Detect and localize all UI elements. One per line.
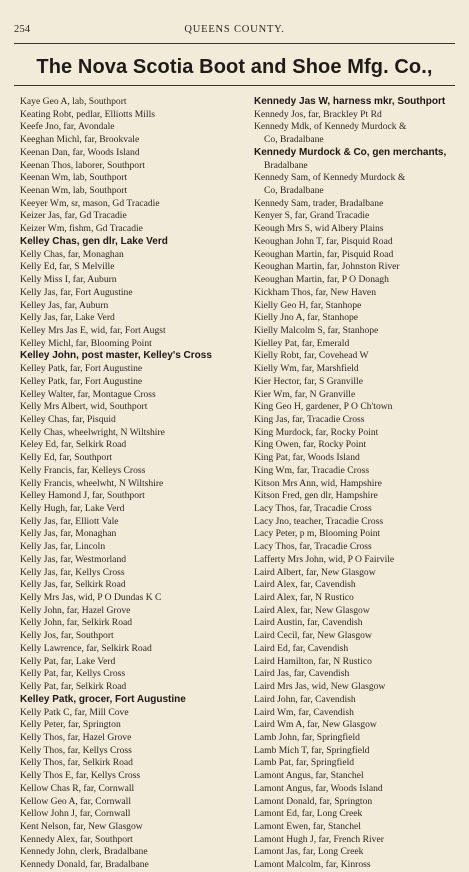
directory-entry: Lamont Angus, far, Woods Island — [254, 782, 383, 794]
directory-entry: Kellow Chas R, far, Cornwall — [20, 782, 135, 794]
directory-entry: Kelly Hugh, far, Lake Verd — [20, 503, 125, 514]
directory-entry: Kelley Mrs Jas E, wid, far, Fort Augst — [20, 324, 166, 336]
directory-entry: Kelly Thos, far, Kellys Cross — [20, 744, 132, 756]
directory-entry: Kelly Jas, far, Monaghan — [20, 528, 117, 540]
directory-entry: Kelly Francis, wheelwht, N Wiltshire — [20, 477, 164, 489]
directory-entry: Lamont Jas, far, Long Creek — [254, 846, 364, 858]
directory-entry: King Pat, far, Woods Island — [254, 452, 360, 464]
directory-entry: Keizer Wm, fishm, Gd Tracadie — [20, 223, 143, 235]
directory-entry: Lamont Hugh J, far, French River — [254, 833, 384, 845]
directory-entry: Kelley Walter, far, Montague Cross — [20, 388, 156, 400]
header-rule — [14, 43, 455, 44]
directory-entry: Laird Jas, far, Cavendish — [254, 668, 350, 680]
directory-entry: Co, Bradalbane — [264, 185, 324, 197]
directory-entry: Kitson Fred, gen dlr, Hampshire — [254, 490, 378, 502]
directory-entry: Kelley Patk, far, Fort Augustine — [20, 363, 143, 375]
directory-entry: Kennedy Jos, far, Brackley Pt Rd — [254, 108, 382, 120]
directory-entry: Kennedy Mdk, of Kennedy Murdock & — [254, 121, 407, 133]
directory-entry: Kelly Francis, far, Kelleys Cross — [20, 464, 146, 476]
directory-entry: Lamont Ewen, far, Stanchel — [254, 820, 361, 832]
directory-entry: Kelly Pat, far, Lake Verd — [20, 655, 116, 667]
directory-entry: Lamont Ed, far, Long Creek — [254, 808, 363, 820]
directory-entry: King Murdock, far, Rocky Point — [254, 426, 379, 438]
directory-entry: Co, Bradalbane — [264, 134, 324, 146]
directory-entry: Kelly Jas, far, Elliott Vale — [20, 515, 119, 527]
directory-entry: Kelly Pat, far, Selkirk Road — [20, 681, 127, 693]
directory-entry: Kelly Mrs Albert, wid, Southport — [20, 401, 148, 413]
directory-entry: Kelly Patk C, far, Mill Cove — [20, 706, 129, 718]
directory-entry: Lacy Jno, teacher, Tracadie Cross — [254, 515, 384, 527]
directory-entry: Lamont Malcolm, far, Kinross — [254, 859, 371, 871]
directory-entry: Kelly Thos, far, Hazel Grove — [20, 731, 132, 743]
directory-entry: Laird Alex, far, Cavendish — [254, 579, 356, 591]
directory-entry: Kaye Geo A, lab, Southport — [20, 96, 127, 107]
directory-entry: Kelly Jas, far, Westmorland — [20, 553, 127, 565]
directory-entry: Keating Robt, pedlar, Elliotts Mills — [20, 108, 155, 120]
running-title: QUEENS COUNTY. — [184, 24, 285, 35]
directory-entry: Kelly Lawrence, far, Selkirk Road — [20, 642, 152, 654]
directory-entry: Keefe Jno, far, Avondale — [20, 121, 115, 133]
directory-entry: Kelley Hamond J, far, Southport — [20, 490, 145, 502]
directory-column-right — [254, 96, 462, 872]
advertisement-banner: The Nova Scotia Boot and Shoe Mfg. Co., — [36, 56, 433, 78]
directory-entry: Laird Ed, far, Cavendish — [254, 642, 349, 654]
directory-entry: Keough Mrs S, wid Albery Plains — [254, 223, 384, 235]
directory-entry: Kennedy Sam, of Kennedy Murdock & — [254, 172, 406, 184]
directory-entry: King Owen, far, Rocky Point — [254, 439, 367, 451]
directory-entry: Kenyer S, far, Grand Tracadie — [254, 210, 370, 222]
directory-entry: King Wm, far, Tracadie Cross — [254, 464, 370, 476]
directory-entry: Kelly Jas, far, Selkirk Road — [20, 579, 126, 591]
directory-entry: Kennedy Murdock & Co, gen merchants, — [254, 146, 447, 158]
directory-entry: Kelly Thos, far, Selkirk Road — [20, 757, 133, 769]
banner-rule — [14, 85, 455, 86]
directory-entry: Laird Mrs Jas, wid, New Glasgow — [254, 681, 386, 693]
directory-entry: Keenan Thos, laborer, Southport — [20, 159, 145, 171]
directory-column-left — [20, 96, 228, 872]
directory-entry: Kier Wm, far, N Granville — [254, 388, 356, 400]
directory-entry: Keenan Dan, far, Woods Island — [20, 146, 140, 158]
directory-entry: Kelly John, far, Selkirk Road — [20, 617, 133, 629]
directory-entry: Kelly Jas, far, Lincoln — [20, 541, 106, 553]
directory-entry: Lamont Angus, far, Stanchel — [254, 770, 364, 782]
directory-entry: Kelley Michl, far, Blooming Point — [20, 337, 152, 349]
directory-entry: Kelly John, far, Hazel Grove — [20, 604, 131, 616]
directory-entry: Kielly Wm, far, Marshfield — [254, 363, 359, 375]
directory-entry: Laird Alex, far, N Rustico — [254, 592, 354, 604]
directory-entry: Keenan Wm, lab, Southport — [20, 185, 128, 197]
directory-entry: Lamb Pat, far, Springfield — [254, 757, 355, 769]
directory-entry: Kelly Ed, far, S Melville — [20, 261, 115, 273]
directory-entry: Kelly Jos, far, Southport — [20, 630, 114, 642]
directory-entry: Kickham Thos, far, New Haven — [254, 286, 376, 298]
directory-entry: Kelly Jas, far, Fort Augustine — [20, 286, 133, 298]
directory-entry: Kennedy Donald, far, Bradalbane — [20, 859, 149, 871]
directory-entry: Kelly Chas, wheelwright, N Wiltshire — [20, 426, 165, 438]
directory-entry: Laird Cecil, far, New Glasgow — [254, 630, 372, 642]
directory-entry: Lacy Thos, far, Tracadie Cross — [254, 503, 372, 514]
directory-entry: Keenan Wm, lab, Southport — [20, 172, 128, 184]
directory-entry: Laird Wm, far, Cavendish — [254, 706, 354, 718]
directory-entry: Lamb Mich T, far, Springfield — [254, 744, 370, 756]
directory-entry: Kelly Mrs Jas, wid, P O Dundas K C — [20, 592, 162, 604]
directory-entry: Kennedy Alex, far, Southport — [20, 833, 133, 845]
directory-entry: Kielly Geo H, far, Stanhope — [254, 299, 362, 311]
directory-entry: Keoughan Martin, far, P O Donagh — [254, 274, 389, 286]
directory-entry: Lacy Peter, p m, Blooming Point — [254, 528, 381, 540]
directory-entry: Kelly Thos E, far, Kellys Cross — [20, 770, 141, 782]
directory-entry: Kent Nelson, far, New Glasgow — [20, 820, 143, 832]
directory-entry: Laird Albert, far, New Glasgow — [254, 566, 376, 578]
directory-entry: Laird Hamilton, far, N Rustico — [254, 655, 372, 667]
directory-entry: Bradalbane — [264, 159, 308, 171]
directory-entry: Kelly Jas, far, Lake Verd — [20, 312, 115, 324]
running-header — [14, 24, 455, 38]
directory-entry: Keoughan Martin, far, Johnston River — [254, 261, 400, 273]
directory-entry: Laird Wm A, far, New Glasgow — [254, 719, 377, 731]
directory-entry: Kelly Peter, far, Springton — [20, 719, 121, 731]
directory-entry: Kielly Malcolm S, far, Stanhope — [254, 324, 379, 336]
directory-entry: Kelly Ed, far, Southport — [20, 452, 113, 464]
directory-entry: Lafferty Mrs John, wid, P O Fairvile — [254, 553, 395, 565]
directory-entry: Kennedy John, clerk, Bradalbane — [20, 846, 148, 858]
directory-entry: Keoughan John T, far, Pisquid Road — [254, 235, 393, 247]
directory-entry: Keeghan Michl, far, Brookvale — [20, 134, 140, 146]
directory-entry: Keizer Jas, far, Gd Tracadie — [20, 210, 127, 222]
directory-entry: Kellow Geo A, far, Cornwall — [20, 795, 131, 807]
directory-entry: Kennedy Jas W, harness mkr, Southport — [254, 96, 446, 107]
directory-entry: Kelley Chas, gen dlr, Lake Verd — [20, 235, 168, 247]
directory-entry: Kelley Jas, far, Auburn — [20, 299, 109, 311]
page-number: 254 — [14, 24, 31, 35]
directory-entry: Kielley Pat, far, Emerald — [254, 337, 350, 349]
directory-entry: Kielly Jno A, far, Stanhope — [254, 312, 359, 324]
directory-entry: Lacy Thos, far, Tracadie Cross — [254, 541, 372, 553]
directory-entry: Kelly Jas, far, Kellys Cross — [20, 566, 125, 578]
directory-entry: Laird Alex, far, New Glasgow — [254, 604, 370, 616]
directory-entry: King Geo H, gardener, P O Ch'town — [254, 401, 393, 413]
directory-entry: Kier Hector, far, S Granville — [254, 375, 363, 387]
directory-entry: Laird Austin, far, Cavendish — [254, 617, 363, 629]
directory-entry: Kitson Mrs Ann, wid, Hampshire — [254, 477, 382, 489]
directory-entry: Kelley Patk, grocer, Fort Augustine — [20, 693, 186, 705]
directory-entry: Keeyer Wm, sr, mason, Gd Tracadie — [20, 197, 160, 209]
directory-entry: Kelly Pat, far, Kellys Cross — [20, 668, 126, 680]
directory-entry: Kelley Patk, far, Fort Augustine — [20, 375, 143, 387]
directory-entry: Kennedy Sam, trader, Bradalbane — [254, 197, 384, 209]
directory-entry: Kelly Miss I, far, Auburn — [20, 274, 117, 286]
directory-entry: Kielly Robt, far, Covehead W — [254, 350, 369, 362]
directory-entry: Lamb John, far, Springfield — [254, 731, 360, 743]
directory-entry: Kelley John, post master, Kelley's Cross — [20, 350, 212, 362]
directory-entry: Keley Ed, far, Selkirk Road — [20, 439, 127, 451]
directory-entry: Kellow John J, far, Cornwall — [20, 808, 131, 820]
directory-entry: Kelly Chas, far, Monaghan — [20, 248, 124, 260]
directory-entry: Lamont Donald, far, Springton — [254, 795, 373, 807]
directory-entry: Kelley Chas, far, Pisquid — [20, 413, 116, 425]
directory-entry: Laird John, far, Cavendish — [254, 693, 356, 705]
directory-entry: King Jas, far, Tracadie Cross — [254, 413, 365, 425]
directory-entry: Keoughan Martin, far, Pisquid Road — [254, 248, 394, 260]
